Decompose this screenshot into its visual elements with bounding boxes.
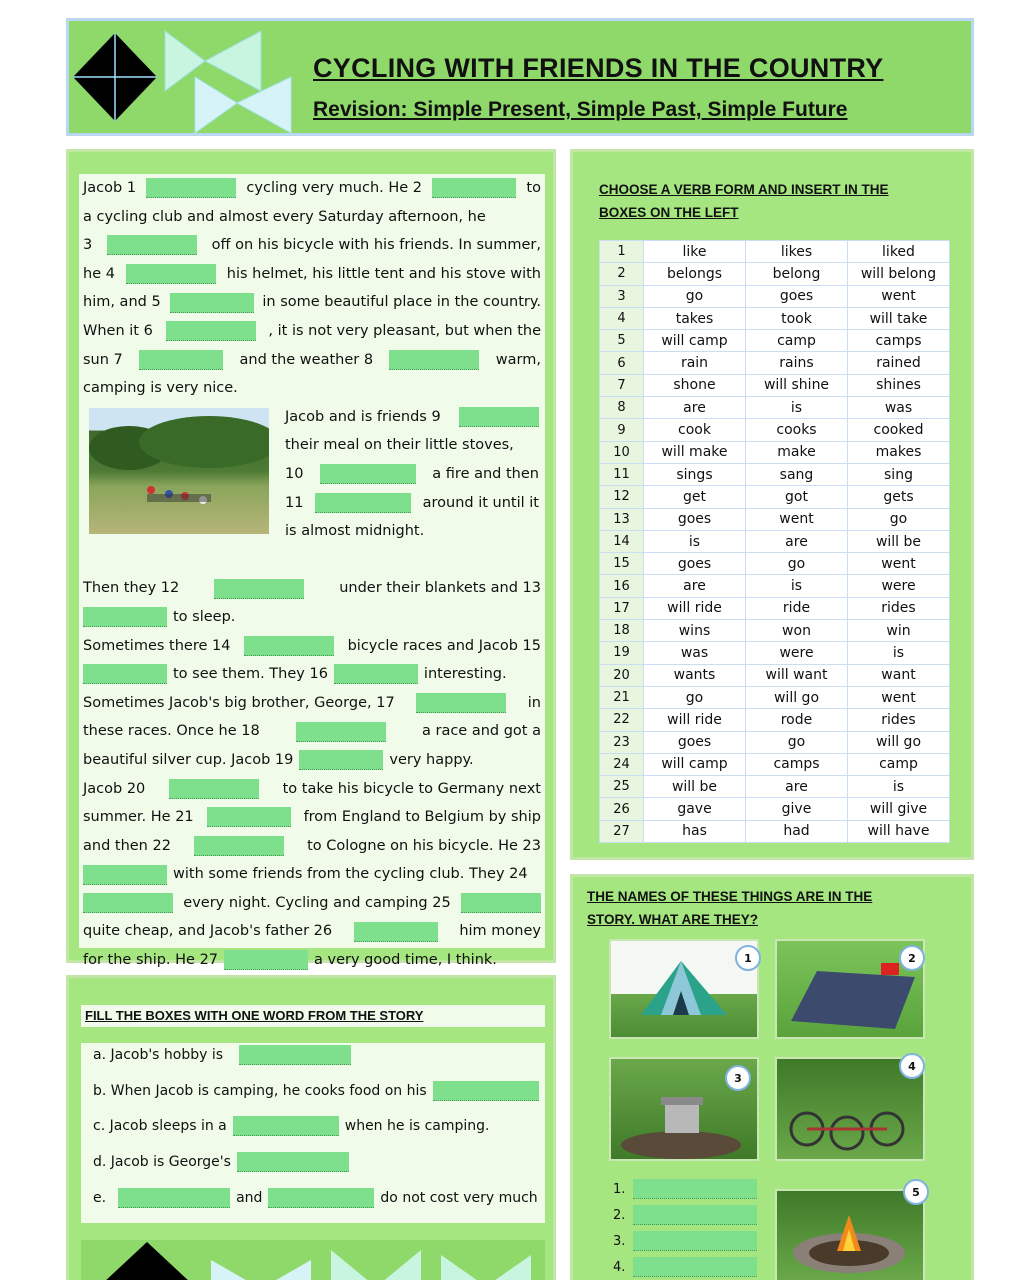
blank-8[interactable]	[389, 350, 479, 370]
verb-option[interactable]: goes	[644, 553, 746, 575]
verb-row-11	[600, 463, 950, 485]
verb-option[interactable]: were	[848, 575, 950, 597]
verb-option[interactable]: won	[746, 620, 848, 642]
verb-option[interactable]: camp	[746, 330, 848, 352]
picture-badge-5: 5	[903, 1179, 929, 1205]
verb-option[interactable]: is	[848, 642, 950, 664]
verb-row-number: 7	[600, 374, 644, 396]
verb-row-number: 23	[600, 731, 644, 753]
verb-row-number: 2	[600, 263, 644, 285]
fill-heading: FILL THE BOXES WITH ONE WORD FROM THE STORY	[85, 1008, 424, 1023]
verb-option[interactable]: will have	[848, 820, 950, 842]
verb-option[interactable]: cooks	[746, 419, 848, 441]
story-line: with some friends from the cycling club. They 24	[83, 860, 541, 889]
verb-row-25	[600, 776, 950, 798]
picture-badge-2: 2	[899, 945, 925, 971]
verb-option[interactable]: was	[848, 397, 950, 419]
verb-option[interactable]: ride	[746, 597, 848, 619]
blank-11[interactable]	[315, 493, 411, 513]
verb-row-number: 5	[600, 330, 644, 352]
verb-option[interactable]: rides	[848, 709, 950, 731]
verb-row-3	[600, 285, 950, 307]
story-line: quite cheap, and Jacob's father 26 him money	[83, 917, 541, 946]
verb-option[interactable]: cooked	[848, 419, 950, 441]
verb-option[interactable]: want	[848, 664, 950, 686]
verb-option[interactable]: went	[746, 508, 848, 530]
verb-row-9	[600, 419, 950, 441]
verb-option[interactable]: are	[746, 530, 848, 552]
story-line: to sleep.	[83, 603, 541, 632]
picture-badge-3: 3	[725, 1065, 751, 1091]
page-subtitle: Revision: Simple Present, Simple Past, Simple Future	[313, 98, 848, 121]
verb-row-13	[600, 508, 950, 530]
verb-row-5	[600, 330, 950, 352]
verb-row-6	[600, 352, 950, 374]
photo-block	[83, 403, 541, 575]
story-panel	[66, 149, 556, 969]
blank-25[interactable]	[461, 893, 541, 913]
verb-option[interactable]: camps	[848, 330, 950, 352]
verb-options-table	[599, 240, 950, 843]
verb-option[interactable]: sang	[746, 463, 848, 485]
verb-row-21	[600, 686, 950, 708]
verb-option[interactable]: will want	[746, 664, 848, 686]
verb-row-number: 17	[600, 597, 644, 619]
story-line: every night. Cycling and camping 25	[83, 889, 541, 918]
answer-d-box[interactable]	[237, 1152, 349, 1172]
verb-option[interactable]: get	[644, 486, 746, 508]
verb-option[interactable]: rains	[746, 352, 848, 374]
verb-option[interactable]: rain	[644, 352, 746, 374]
blank-26[interactable]	[354, 922, 438, 942]
verb-option[interactable]: will make	[644, 441, 746, 463]
answer-4: 4.	[613, 1257, 757, 1277]
verb-option[interactable]: rides	[848, 597, 950, 619]
verb-option[interactable]: had	[746, 820, 848, 842]
verb-option[interactable]: go	[644, 285, 746, 307]
blank-2[interactable]	[432, 178, 516, 198]
verb-option[interactable]: was	[644, 642, 746, 664]
verb-option[interactable]: win	[848, 620, 950, 642]
verb-option[interactable]: camps	[746, 753, 848, 775]
blank-12[interactable]	[214, 579, 304, 599]
things-panel	[570, 874, 974, 1280]
picture-badge-4: 4	[899, 1053, 925, 1079]
verb-row-number: 9	[600, 419, 644, 441]
verb-option[interactable]: gets	[848, 486, 950, 508]
verb-option[interactable]: go	[848, 508, 950, 530]
verb-row-number: 16	[600, 575, 644, 597]
verb-row-number: 20	[600, 664, 644, 686]
story-line: and then 22 to Cologne on his bicycle. He 23	[83, 832, 541, 861]
story-line: Sometimes there 14 bicycle races and Jacob 15	[83, 632, 541, 661]
footer-diamond-decoration	[81, 1240, 545, 1280]
verb-row-16	[600, 575, 950, 597]
story-line: him, and 5 in some beautiful place in the country.	[83, 288, 541, 317]
answer-3: 3.	[613, 1231, 757, 1251]
blank-7[interactable]	[139, 350, 223, 370]
verb-option[interactable]: make	[746, 441, 848, 463]
verb-option[interactable]: will take	[848, 307, 950, 329]
story-line: to see them. They 16 interesting.	[83, 660, 541, 689]
story-line: 3 off on his bicycle with his friends. In summer,	[83, 231, 541, 260]
story-line: Jacob 20 to take his bicycle to Germany next	[83, 775, 541, 804]
verb-row-number: 22	[600, 709, 644, 731]
story-line: is almost midnight.	[285, 523, 425, 540]
verb-row-number: 25	[600, 776, 644, 798]
blank-19[interactable]	[299, 750, 383, 770]
verb-option[interactable]: will camp	[644, 330, 746, 352]
verb-option[interactable]: will be	[848, 530, 950, 552]
answer-e2-box[interactable]	[268, 1188, 374, 1208]
answer-4-box[interactable]	[633, 1257, 757, 1277]
verb-row-number: 19	[600, 642, 644, 664]
verb-option[interactable]: belong	[746, 263, 848, 285]
verb-row-number: 18	[600, 620, 644, 642]
verb-row-number: 11	[600, 463, 644, 485]
answer-a-box[interactable]	[239, 1045, 351, 1065]
verb-row-23	[600, 731, 950, 753]
verb-option[interactable]: makes	[848, 441, 950, 463]
verb-option[interactable]: go	[746, 731, 848, 753]
verb-option[interactable]: like	[644, 241, 746, 263]
verb-option[interactable]: were	[746, 642, 848, 664]
verb-row-number: 13	[600, 508, 644, 530]
verb-row-number: 6	[600, 352, 644, 374]
verb-heading-line2: BOXES ON THE LEFT	[599, 205, 739, 220]
verb-option[interactable]: will camp	[644, 753, 746, 775]
verb-option[interactable]: wins	[644, 620, 746, 642]
verb-row-number: 27	[600, 820, 644, 842]
verb-option[interactable]: went	[848, 285, 950, 307]
verb-row-number: 24	[600, 753, 644, 775]
blank-16[interactable]	[334, 664, 418, 684]
blank-21[interactable]	[207, 807, 291, 827]
verb-row-number: 3	[600, 285, 644, 307]
verb-option[interactable]: go	[644, 686, 746, 708]
answer-3-box[interactable]	[633, 1231, 757, 1251]
story-line: their meal on their little stoves,	[285, 437, 514, 454]
answer-2-box[interactable]	[633, 1205, 757, 1225]
verb-option[interactable]: is	[746, 575, 848, 597]
verb-row-4	[600, 307, 950, 329]
blank-17[interactable]	[416, 693, 506, 713]
answer-1-box[interactable]	[633, 1179, 757, 1199]
verb-option[interactable]: will be	[644, 776, 746, 798]
picture-badge-1: 1	[735, 945, 761, 971]
verb-option[interactable]: liked	[848, 241, 950, 263]
story-line: Jacob and is friends 9	[285, 403, 539, 432]
blank-27[interactable]	[224, 950, 308, 970]
fill-questions	[81, 1043, 545, 1223]
story-line: beautiful silver cup. Jacob 19 very happy.	[83, 746, 541, 775]
verb-row-27	[600, 820, 950, 842]
verb-row-22	[600, 709, 950, 731]
verb-option[interactable]: are	[644, 397, 746, 419]
answer-b-box[interactable]	[433, 1081, 539, 1101]
verb-row-number: 21	[600, 686, 644, 708]
verb-option[interactable]: rode	[746, 709, 848, 731]
verb-option[interactable]: goes	[644, 731, 746, 753]
blank-22[interactable]	[194, 836, 284, 856]
blank-23[interactable]	[83, 865, 167, 885]
verb-option[interactable]: rained	[848, 352, 950, 374]
answer-1: 1.	[613, 1179, 757, 1199]
verb-option[interactable]: belongs	[644, 263, 746, 285]
blank-3[interactable]	[107, 235, 197, 255]
fill-heading-box	[81, 1005, 545, 1027]
blank-4[interactable]	[126, 264, 216, 284]
verb-row-24	[600, 753, 950, 775]
diamond-bowtie-decoration	[69, 21, 299, 137]
verb-option[interactable]: give	[746, 798, 848, 820]
verb-option[interactable]: likes	[746, 241, 848, 263]
things-heading-line1: THE NAMES OF THESE THINGS ARE IN THE	[587, 889, 873, 904]
verb-option[interactable]: will go	[848, 731, 950, 753]
story-line: 10 a fire and then	[285, 460, 539, 489]
verb-row-number: 14	[600, 530, 644, 552]
things-heading-line2: STORY. WHAT ARE THEY?	[587, 912, 759, 927]
verb-option[interactable]: got	[746, 486, 848, 508]
verb-option[interactable]: are	[746, 776, 848, 798]
story-line: Then they 12 under their blankets and 13	[83, 574, 541, 603]
blank-5[interactable]	[170, 293, 254, 313]
verb-option[interactable]: goes	[746, 285, 848, 307]
story-line: camping is very nice.	[83, 380, 238, 397]
story-line: When it 6 , it is not very pleasant, but when the	[83, 317, 541, 346]
question-d: d. Jacob is George's	[93, 1152, 349, 1172]
verb-row-10	[600, 441, 950, 463]
verb-option[interactable]: will ride	[644, 709, 746, 731]
verb-option[interactable]: has	[644, 820, 746, 842]
blank-20[interactable]	[169, 779, 259, 799]
story-line: he 4 his helmet, his little tent and his stove with	[83, 260, 541, 289]
verb-option[interactable]: will give	[848, 798, 950, 820]
question-a: a. Jacob's hobby is	[93, 1045, 351, 1065]
page-title: CYCLING WITH FRIENDS IN THE COUNTRY	[313, 53, 884, 83]
answer-e1-box[interactable]	[118, 1188, 230, 1208]
verb-option[interactable]: took	[746, 307, 848, 329]
verb-row-26	[600, 798, 950, 820]
verb-row-number: 4	[600, 307, 644, 329]
story-line: 11 around it until it	[285, 489, 539, 518]
story-text	[79, 174, 545, 969]
verb-option[interactable]: is	[848, 776, 950, 798]
verb-row-number: 10	[600, 441, 644, 463]
verb-row-number: 15	[600, 553, 644, 575]
question-c: c. Jacob sleeps in a when he is camping.	[93, 1118, 490, 1134]
story-line: Jacob 1 cycling very much. He 2 to	[83, 174, 541, 203]
verb-row-18	[600, 620, 950, 642]
verb-row-number: 1	[600, 241, 644, 263]
verb-row-1	[600, 241, 950, 263]
answer-c-box[interactable]	[233, 1116, 339, 1136]
story-line: Sometimes Jacob's big brother, George, 17 in	[83, 689, 541, 718]
verb-row-12	[600, 486, 950, 508]
campfire-picture	[775, 1189, 925, 1280]
verb-option[interactable]: cook	[644, 419, 746, 441]
blank-13[interactable]	[83, 607, 167, 627]
verb-option[interactable]: camp	[848, 753, 950, 775]
verb-option[interactable]: go	[746, 553, 848, 575]
verb-option[interactable]: wants	[644, 664, 746, 686]
verb-row-19	[600, 642, 950, 664]
verb-option[interactable]: gave	[644, 798, 746, 820]
blank-10[interactable]	[320, 464, 416, 484]
verb-option[interactable]: shines	[848, 374, 950, 396]
verb-row-2	[600, 263, 950, 285]
verb-option[interactable]: is	[746, 397, 848, 419]
verb-choice-panel	[570, 149, 974, 860]
story-line: these races. Once he 18 a race and got a	[83, 717, 541, 746]
blank-1[interactable]	[146, 178, 236, 198]
story-line: for the ship. He 27 a very good time, I think.	[83, 946, 541, 975]
verb-option[interactable]: is	[644, 530, 746, 552]
verb-option[interactable]: goes	[644, 508, 746, 530]
verb-row-20	[600, 664, 950, 686]
story-line: sun 7 and the weather 8 warm,	[83, 346, 541, 375]
verb-row-number: 12	[600, 486, 644, 508]
verb-option[interactable]: takes	[644, 307, 746, 329]
cyclists-photo	[89, 408, 269, 534]
verb-option[interactable]: went	[848, 686, 950, 708]
blank-24[interactable]	[83, 893, 173, 913]
verb-option[interactable]: sing	[848, 463, 950, 485]
header-banner	[66, 18, 974, 136]
verb-option[interactable]: will belong	[848, 263, 950, 285]
verb-option[interactable]: will ride	[644, 597, 746, 619]
question-e: e. and do not cost very much	[93, 1190, 538, 1206]
verb-option[interactable]: went	[848, 553, 950, 575]
verb-heading-line1: CHOOSE A VERB FORM AND INSERT IN THE	[599, 182, 889, 197]
verb-option[interactable]: will go	[746, 686, 848, 708]
verb-option[interactable]: are	[644, 575, 746, 597]
verb-option[interactable]: shone	[644, 374, 746, 396]
verb-row-7	[600, 374, 950, 396]
blank-6[interactable]	[166, 321, 256, 341]
verb-option[interactable]: sings	[644, 463, 746, 485]
verb-row-17	[600, 597, 950, 619]
story-line: a cycling club and almost every Saturday afternoon, he	[83, 208, 486, 225]
answer-2: 2.	[613, 1205, 757, 1225]
fill-boxes-panel	[66, 975, 556, 1280]
blank-14[interactable]	[244, 636, 334, 656]
blank-18[interactable]	[296, 722, 386, 742]
verb-row-14	[600, 530, 950, 552]
blank-15[interactable]	[83, 664, 167, 684]
verb-row-number: 26	[600, 798, 644, 820]
verb-row-15	[600, 553, 950, 575]
verb-row-number: 8	[600, 397, 644, 419]
question-b: b. When Jacob is camping, he cooks food on his	[93, 1081, 539, 1101]
story-line: summer. He 21 from England to Belgium by ship	[83, 803, 541, 832]
blank-9[interactable]	[459, 407, 539, 427]
verb-option[interactable]: will shine	[746, 374, 848, 396]
verb-row-8	[600, 397, 950, 419]
